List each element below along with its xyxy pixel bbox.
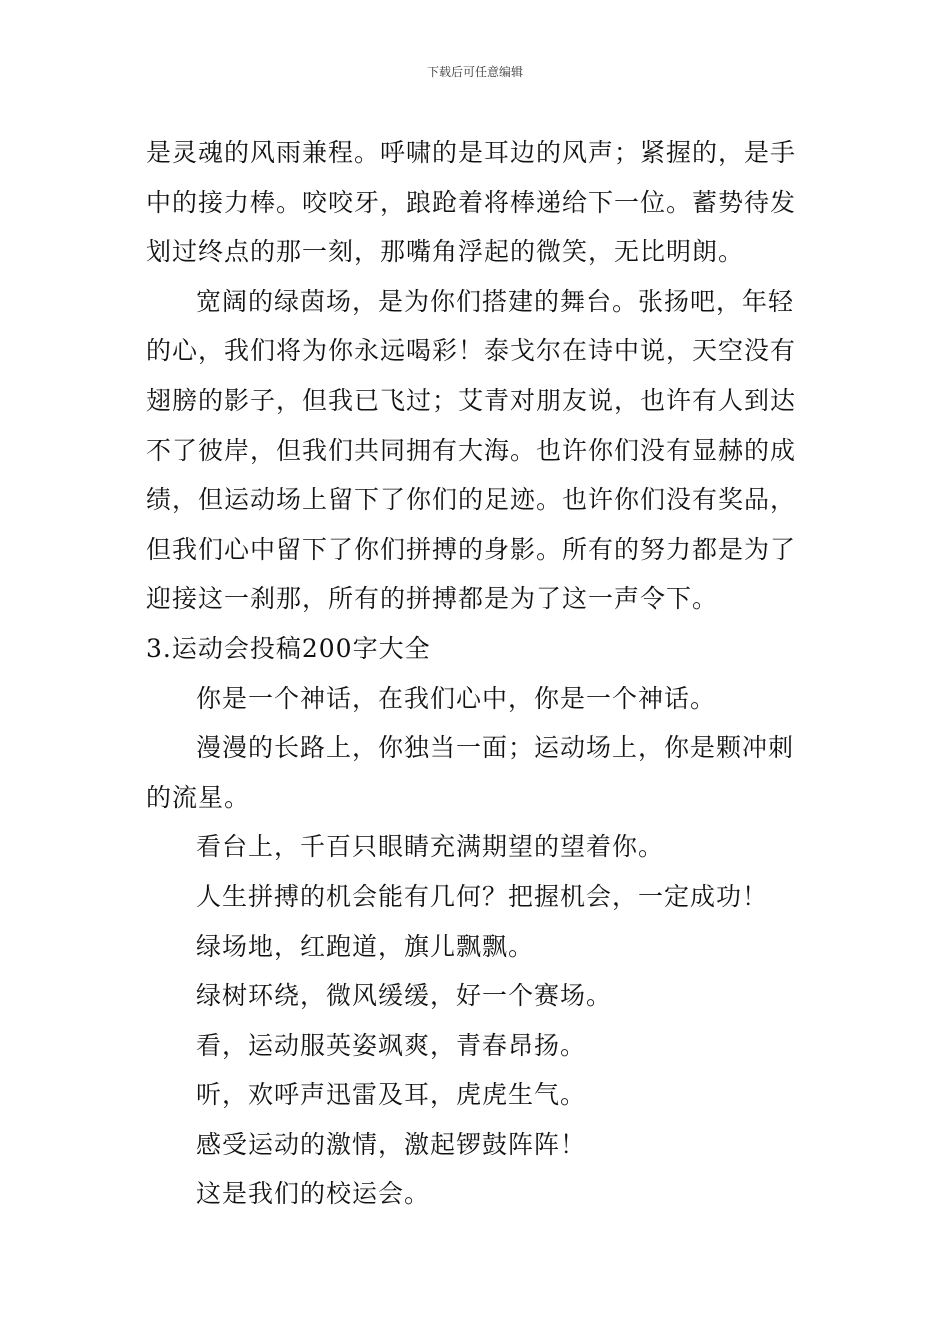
text-line: 迎接这一刹那，所有的拼搏都是为了这一声令下。 xyxy=(146,584,719,614)
text-line: 漫漫的长路上，你独当一面；运动场上，你是颗冲刺 xyxy=(196,733,795,763)
text-line: 的心，我们将为你永远喝彩！泰戈尔在诗中说，天空没有 xyxy=(146,336,797,366)
text-line: 这是我们的校运会。 xyxy=(196,1179,431,1209)
text-line: 不了彼岸，但我们共同拥有大海。也许你们没有显赫的成 xyxy=(146,435,797,465)
text-line: 划过终点的那一刻，那嘴角浮起的微笑，无比明朗。 xyxy=(146,237,745,267)
text-line: 是灵魂的风雨兼程。呼啸的是耳边的风声；紧握的，是手 xyxy=(146,138,797,167)
text-line: 翅膀的影子，但我已飞过；艾青对朋友说，也许有人到达 xyxy=(146,385,797,415)
text-line: 听，欢呼声迅雷及耳，虎虎生气。 xyxy=(196,1080,587,1110)
text-line: 看台上，千百只眼睛充满期望的望着你。 xyxy=(196,832,665,862)
text-line: 的流星。 xyxy=(146,782,251,812)
document-body xyxy=(146,128,810,1219)
text-line: 你是一个神话，在我们心中，你是一个神话。 xyxy=(196,683,717,713)
text-line: 人生拼搏的机会能有几何？把握机会，一定成功！ xyxy=(196,881,769,911)
section-heading: 3.运动会投稿200字大全 xyxy=(146,633,431,663)
page-header: 下载后可任意编辑 xyxy=(426,65,523,79)
text-line: 看，运动服英姿飒爽，青春昂扬。 xyxy=(196,1030,587,1060)
text-line: 但我们心中留下了你们拼搏的身影。所有的努力都是为了 xyxy=(146,534,797,564)
text-line: 中的接力棒。咬咬牙，踉跄着将棒递给下一位。蓄势待发 xyxy=(146,187,797,217)
text-line: 宽阔的绿茵场，是为你们搭建的舞台。张扬吧，年轻 xyxy=(196,286,795,316)
text-line: 绩，但运动场上留下了你们的足迹。也许你们没有奖品， xyxy=(146,485,797,515)
text-line: 绿树环绕，微风缓缓，好一个赛场。 xyxy=(196,981,613,1011)
text-line: 感受运动的激情，激起锣鼓阵阵！ xyxy=(196,1129,587,1159)
text-line: 绿场地，红跑道，旗儿飘飘。 xyxy=(196,931,535,961)
